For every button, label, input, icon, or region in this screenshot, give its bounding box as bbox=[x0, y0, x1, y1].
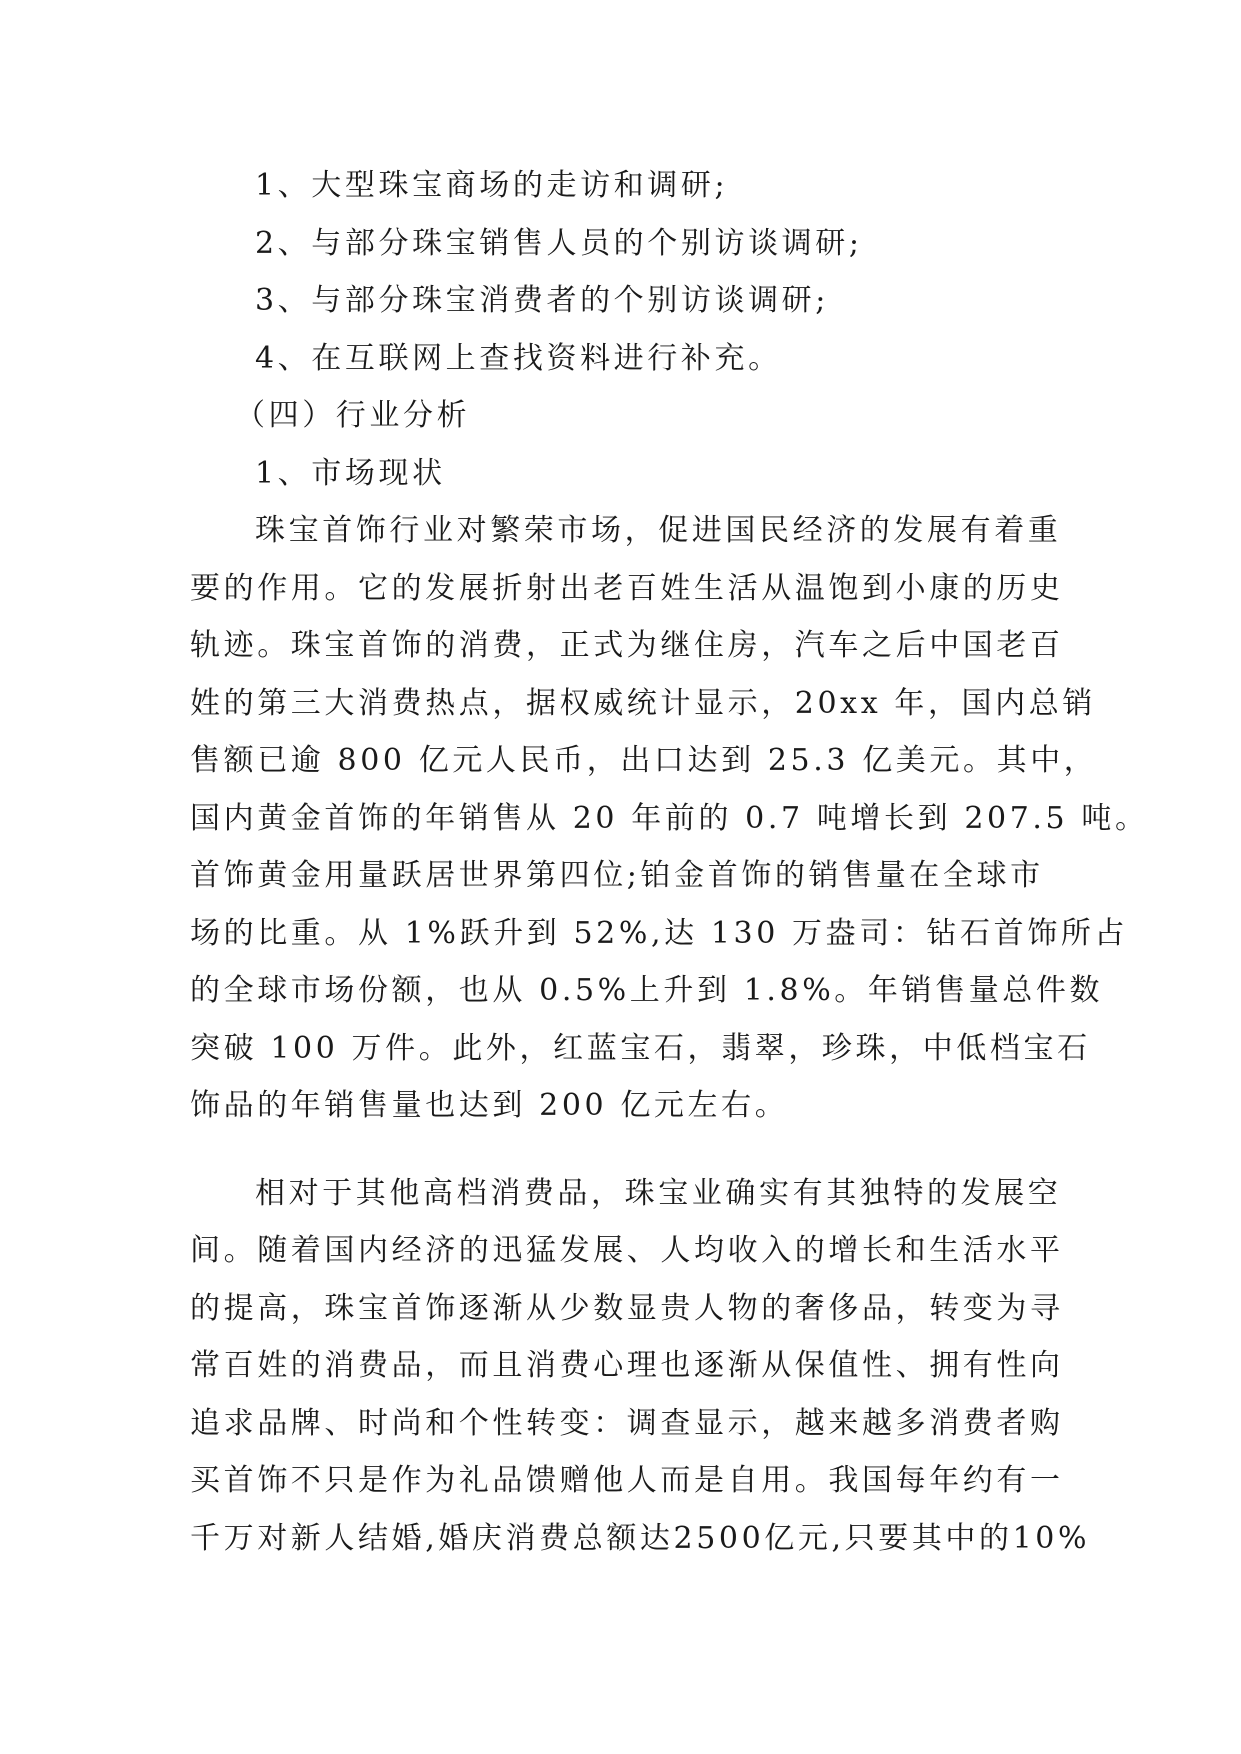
list-item: 3、与部分珠宝消费者的个别访谈调研; bbox=[255, 283, 829, 318]
paragraph-line: 姓的第三大消费热点，据权威统计显示，20xx 年，国内总销 bbox=[190, 685, 1096, 721]
paragraph-line: 珠宝首饰行业对繁荣市场，促进国民经济的发展有着重 bbox=[255, 513, 1062, 548]
subsection-heading: 1、市场现状 bbox=[255, 455, 446, 491]
list-item: 4、在互联网上查找资料进行补充。 bbox=[255, 340, 782, 376]
paragraph-line: 间。随着国内经济的迅猛发展、人均收入的增长和生活水平 bbox=[190, 1233, 1064, 1268]
paragraph-line: 要的作用。它的发展折射出老百姓生活从温饱到小康的历史 bbox=[190, 570, 1064, 606]
paragraph-line: 首饰黄金用量跃居世界第四位;铂金首饰的销售量在全球市 bbox=[190, 858, 1044, 893]
document-body bbox=[190, 157, 1149, 1567]
paragraph-line: 追求品牌、时尚和个性转变：调查显示，越来越多消费者购 bbox=[190, 1405, 1064, 1441]
paragraph-line: 饰品的年销售量也达到 200 亿元左右。 bbox=[190, 1088, 789, 1123]
paragraph-spacer bbox=[190, 1135, 1050, 1165]
paragraph-line: 常百姓的消费品，而且消费心理也逐渐从保值性、拥有性向 bbox=[190, 1348, 1064, 1383]
paragraph-line: 买首饰不只是作为礼品馈赠他人而是自用。我国每年约有一 bbox=[190, 1463, 1064, 1498]
paragraph-line: 突破 100 万件。此外，红蓝宝石，翡翠，珍珠，中低档宝石 bbox=[190, 1030, 1091, 1066]
paragraph-line: 售额已逾 800 亿元人民币，出口达到 25.3 亿美元。其中， bbox=[190, 743, 1098, 778]
paragraph-line: 相对于其他高档消费品，珠宝业确实有其独特的发展空 bbox=[255, 1175, 1062, 1211]
paragraph-line: 国内黄金首饰的年销售从 20 年前的 0.7 吨增长到 207.5 吨。 bbox=[190, 800, 1149, 836]
section-heading: （四）行业分析 bbox=[235, 398, 471, 433]
paragraph-line: 轨迹。珠宝首饰的消费，正式为继住房，汽车之后中国老百 bbox=[190, 628, 1064, 663]
paragraph-line: 千万对新人结婚,婚庆消费总额达2500亿元,只要其中的10% bbox=[190, 1520, 1091, 1556]
paragraph-development-space bbox=[190, 1165, 1091, 1568]
paragraph-line: 的全球市场份额，也从 0.5%上升到 1.8%。年销售量总件数 bbox=[190, 973, 1104, 1008]
paragraph-line: 的提高，珠宝首饰逐渐从少数显贵人物的奢侈品，转变为寻 bbox=[190, 1290, 1064, 1326]
list-item: 1、大型珠宝商场的走访和调研; bbox=[255, 168, 729, 203]
paragraph-line: 场的比重。从 1%跃升到 52%,达 130 万盎司：钻石首饰所占 bbox=[190, 915, 1129, 951]
list-item: 2、与部分珠宝销售人员的个别访谈调研; bbox=[255, 225, 863, 261]
paragraph-market-status bbox=[190, 502, 1149, 1135]
